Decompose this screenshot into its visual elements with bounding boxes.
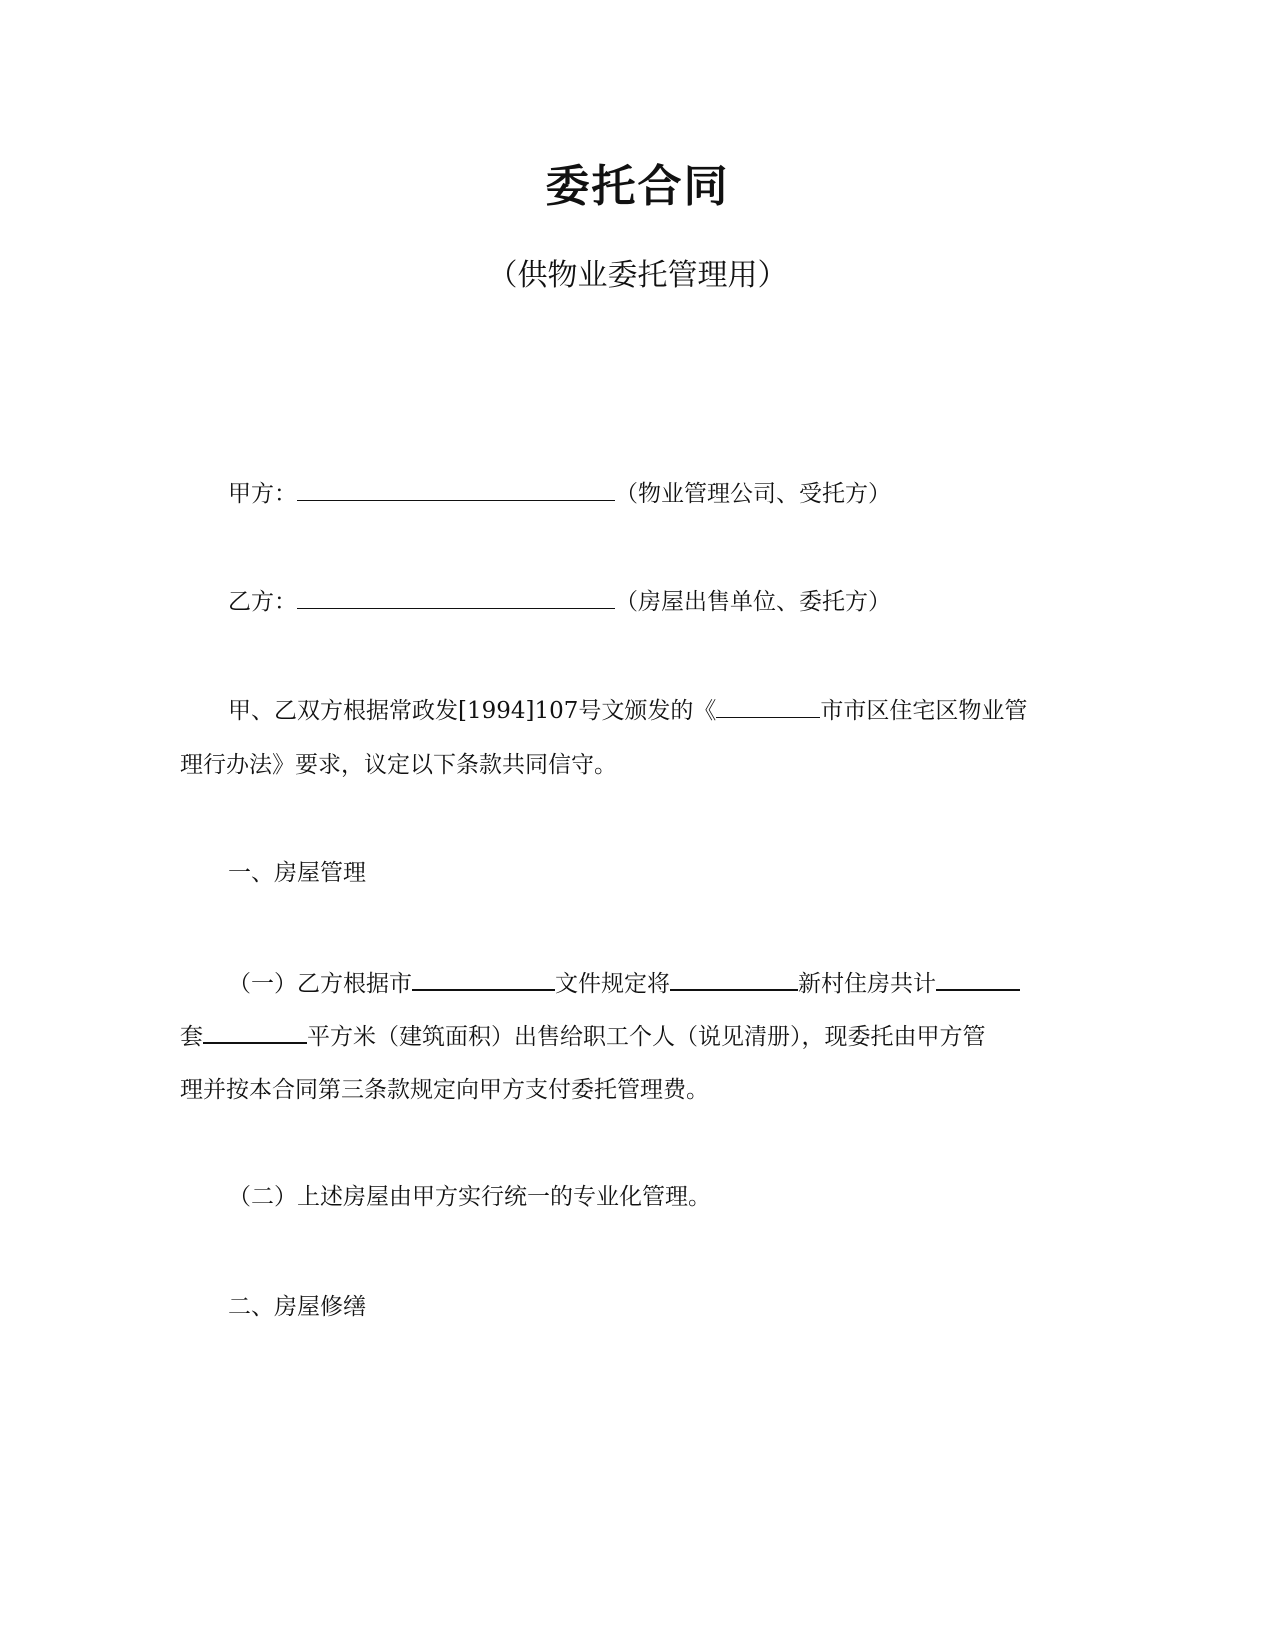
item-1-text-4: 套 <box>180 1024 203 1050</box>
item-1-line-1 <box>228 967 1020 999</box>
party-b-role: （房屋出售单位、委托方） <box>615 589 891 615</box>
item-1-line-3: 理并按本合同第三条款规定向甲方支付委托管理费。 <box>180 1077 709 1103</box>
preamble-line-2: 理行办法》要求，议定以下条款共同信守。 <box>180 752 617 778</box>
item-2-line: （二）上述房屋由甲方实行统一的专业化管理。 <box>228 1184 711 1210</box>
preamble-text-1: 甲、乙双方根据常政发[1994]107号文颁发的《 <box>228 698 717 724</box>
item-1-line-2 <box>180 1020 986 1052</box>
city-blank <box>716 695 820 718</box>
party-a-blank <box>297 478 615 501</box>
section-2-heading: 二、房屋修缮 <box>228 1294 366 1320</box>
party-b-line <box>228 586 891 617</box>
preamble-line-1 <box>228 695 1027 726</box>
document-subtitle: （供物业委托管理用） <box>487 258 788 293</box>
item-1-text-1: （一）乙方根据市 <box>228 971 412 997</box>
party-a-label: 甲方： <box>228 481 297 507</box>
document-title: 委托合同 <box>545 161 730 212</box>
preamble-text-2: 市市区住宅区物业管 <box>820 698 1028 724</box>
party-a-line <box>228 478 891 509</box>
party-b-label: 乙方： <box>228 589 297 615</box>
unit-count-blank <box>936 967 1020 991</box>
section-1-heading: 一、房屋管理 <box>228 860 366 886</box>
party-a-role: （物业管理公司、受托方） <box>615 481 891 507</box>
item-1-text-5: 平方米（建筑面积）出售给职工个人（说见清册），现委托由甲方管 <box>307 1024 986 1050</box>
item-1-text-3: 新村住房共计 <box>798 971 936 997</box>
party-b-blank <box>297 586 615 609</box>
village-name-blank <box>670 967 798 991</box>
document-number-blank <box>412 967 555 991</box>
area-blank <box>203 1020 307 1044</box>
item-1-text-2: 文件规定将 <box>555 971 670 997</box>
